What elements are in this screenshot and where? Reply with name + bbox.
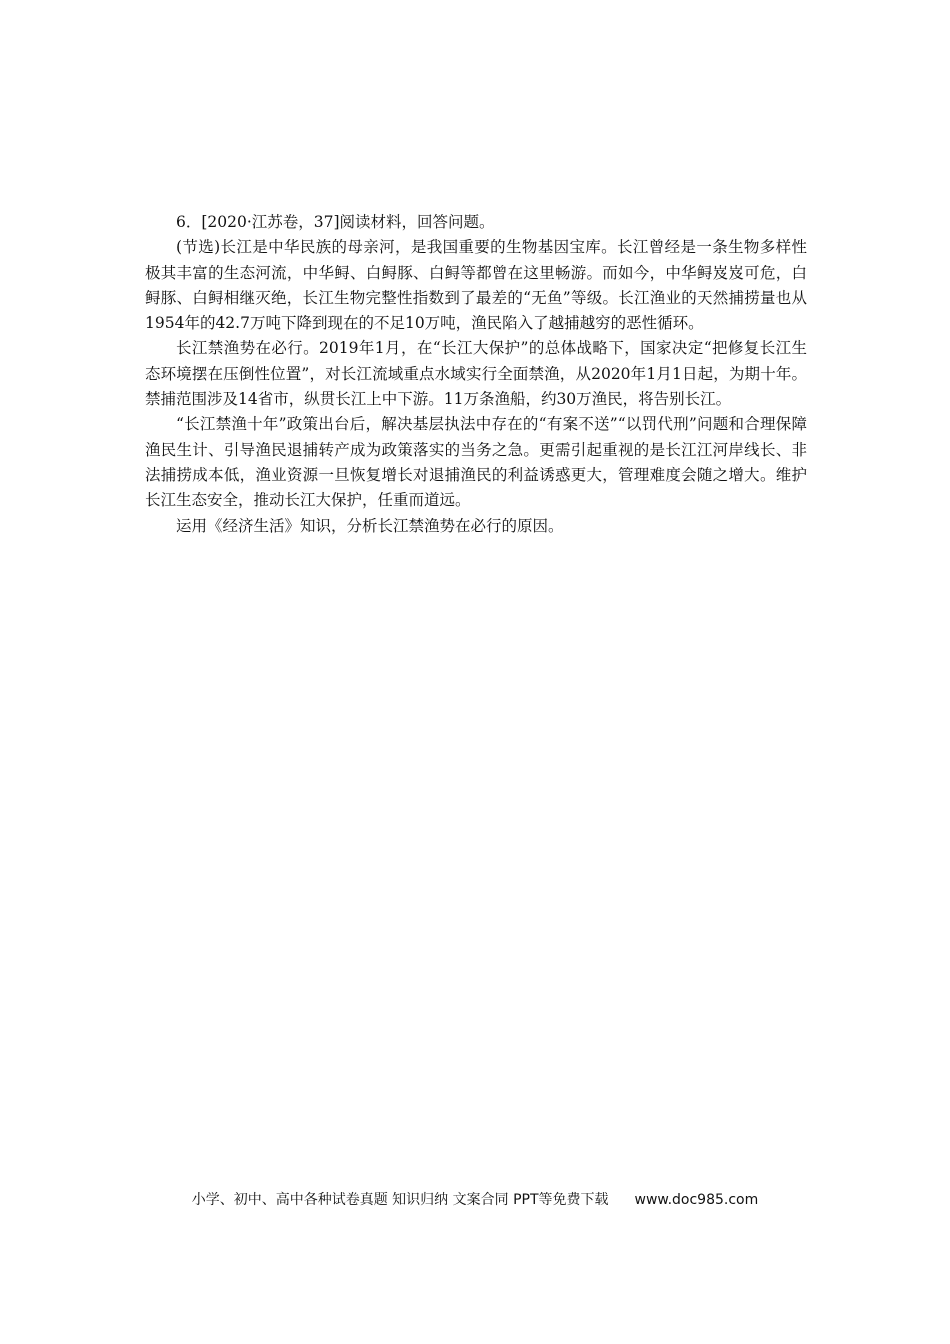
question-prompt: 运用《经济生活》知识，分析长江禁渔势在必行的原因。: [176, 516, 564, 535]
material-paragraph-3: “长江禁渔十年”政策出台后，解决基层执法中存在的“有案不送”“以罚代刑”问题和合理保障渔民生计、引导渔民退捕转产成为政策落实的当务之急。更需引起重视的是长江江河岸线长、非法捕捞成本低，渔业资源一旦恢复增长对退捕渔民的利益诱惑更大，管理难度会随之增大。维护长江生态安全，推动长江大保护，任重而道远。: [145, 415, 807, 510]
footer-site-link[interactable]: www.doc985.com: [634, 1192, 759, 1208]
page-footer: [0, 1189, 950, 1209]
material-paragraph-1: (节选)长江是中华民族的母亲河，是我国重要的生物基因宝库。长江曾经是一条生物多样性极其丰富的生态河流，中华鲟、白鲟豚、白鲟等都曾在这里畅游。而如今，中华鲟岌岌可危，白鲟豚、白鲟相继灭绝，长江生物完整性指数到了最差的“无鱼”等级。长江渔业的天然捕捞量也从1954年的42.7万吨下降到现在的不足10万吨，渔民陷入了越捕越穷的恶性循环。: [145, 238, 807, 333]
question-heading: 6．[2020·江苏卷，37]阅读材料，回答问题。: [176, 213, 495, 231]
material-paragraph-2: 长江禁渔势在必行。2019年1月，在“长江大保护”的总体战略下，国家决定“把修复长江生态环境摆在压倒性位置”，对长江流域重点水域实行全面禁渔，从2020年1月1日起，为期十年。禁捕范围涉及14省市，纵贯长江上中下游。11万条渔船，约30万渔民，将告别长江。: [145, 339, 807, 409]
footer-text: 小学、初中、高中各种试卷真题 知识归纳 文案合同 PPT等免费下载: [191, 1192, 609, 1208]
question-block: [145, 210, 807, 539]
